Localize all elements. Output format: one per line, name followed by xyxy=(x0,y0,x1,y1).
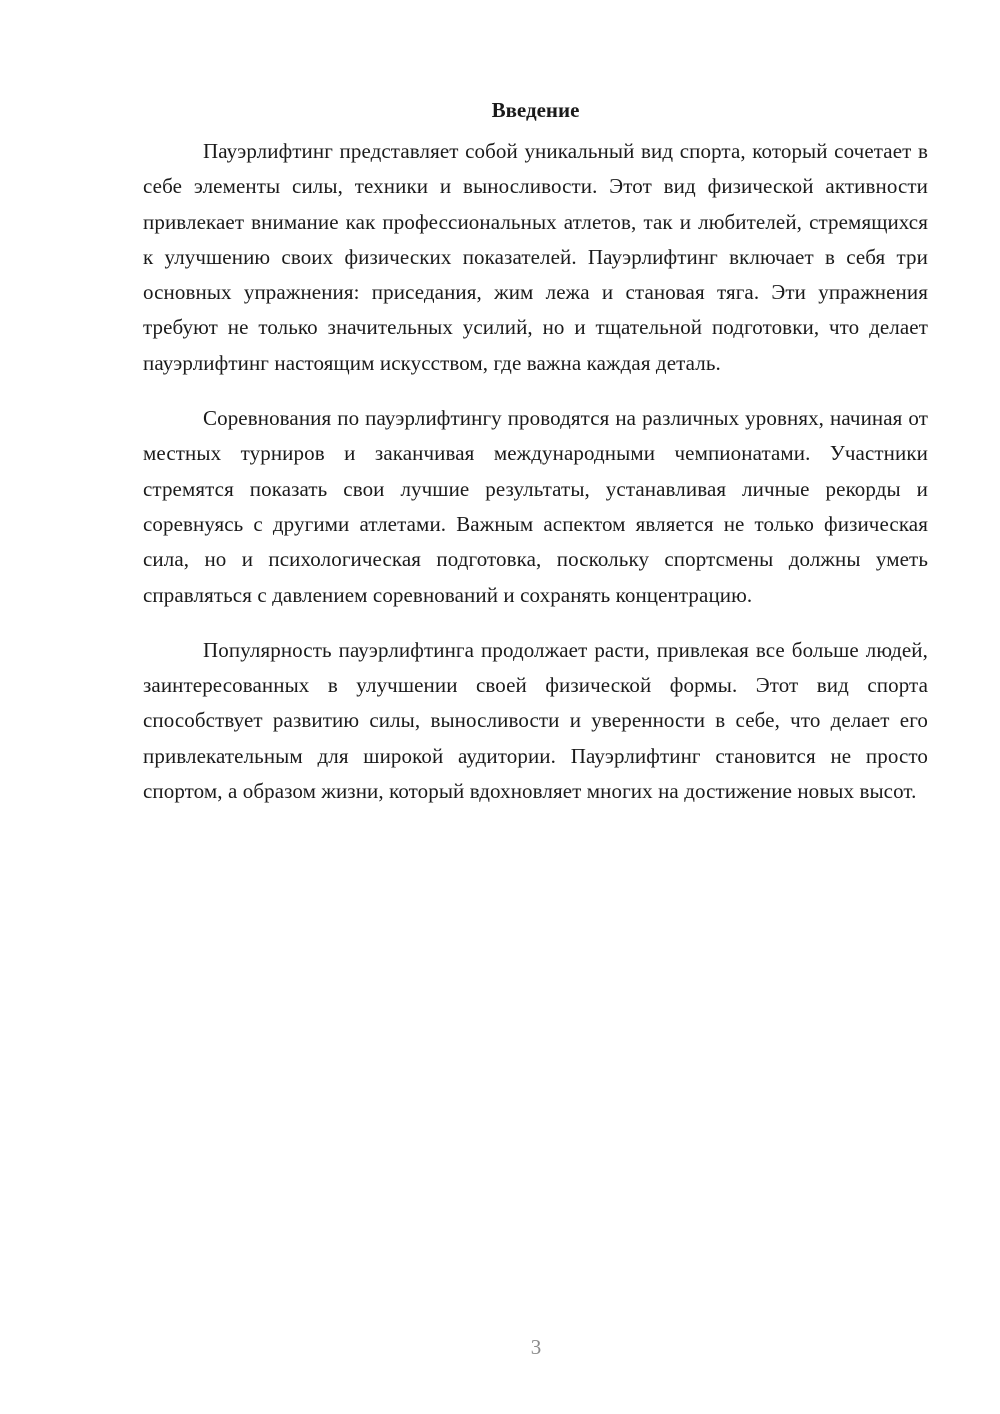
paragraph-1: Пауэрлифтинг представляет собой уникальный вид спорта, который сочетает в себе элементы силы, техники и выносливости. Этот вид физической активности привлекает внимание как профессиональных атлетов, так и любителей, стремящихся к улучшению своих физических показателей. Пауэрлифтинг включает в себя три основных упражнения: приседания, жим лежа и становая тяга. Эти упражнения требуют не только значительных усилий, но и тщательной подготовки, что делает пауэрлифтинг настоящим искусством, где важна каждая деталь. xyxy=(143,139,928,375)
page-title: Введение xyxy=(491,98,580,122)
paragraph-3: Популярность пауэрлифтинга продолжает расти, привлекая все больше людей, заинтересованных в улучшении своей физической формы. Этот вид спорта способствует развитию силы, выносливости и уверенности в себе, что делает его привлекательным для широкой аудитории. Пауэрлифтинг становится не просто спортом, а образом жизни, который вдохновляет многих на достижение новых высот. xyxy=(143,637,928,804)
page-number: 3 xyxy=(530,1335,542,1359)
paragraph-2: Соревнования по пауэрлифтингу проводятся на различных уровнях, начиная от местных турниров и заканчивая международными чемпионатами. Участники стремятся показать свои лучшие результаты, устанавливая личные рекорды и соревнуясь с другими атлетами. Важным аспектом является не только физическая сила, но и психологическая подготовка, поскольку спортсмены должны уметь справляться с давлением соревнований и сохранять концентрацию. xyxy=(143,406,928,607)
document-body xyxy=(143,92,928,829)
